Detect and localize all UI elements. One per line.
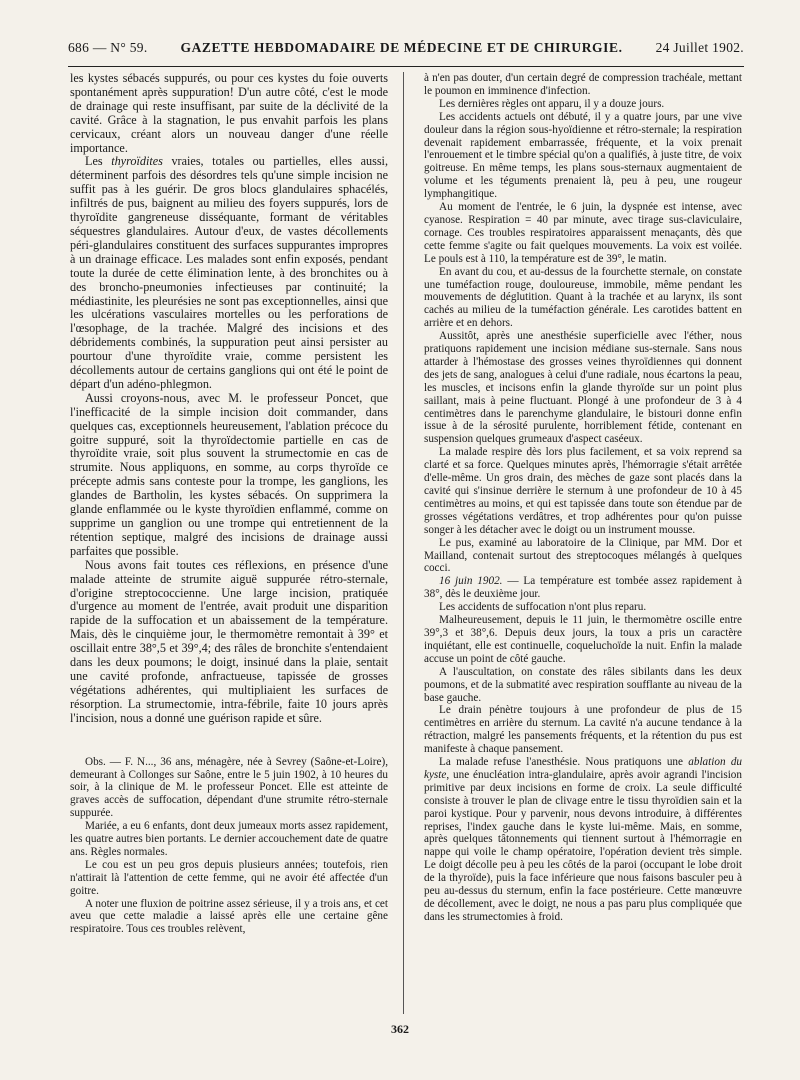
paragraph: Nous avons fait toutes ces réflexions, en présence d'une malade atteinte de strumite aiguë suppurée rétro-sternale, d'origine streptococcienne. Une large incision, pratiquée d'urgence au moment de l'entrée, avait produit une disparition rapide de la suffocation et un abaissement de la température. Mais, dès le cinquième jour, le thermomètre remontait à 39° et oscillait entre 38°,5 et 39°,4; des râles de bronchite s'entendaient dans les deux poumons; le doigt, insinué dans la plaie, sentait une cavité profonde, anfractueuse, tapissée de grosses végétations adhérentes, qui multipliaient les surfaces de résorption. La strumectomie, intra-fébrile, faite 10 jours après l'incision, nous a donné une guérison rapide et sûre. — [70, 557, 388, 725]
observation-paragraph: A l'auscultation, on constate des râles sibilants dans les deux poumons, et de la submatité avec respiration soufflante au niveau de la base gauche. — [424, 665, 742, 704]
left-column — [70, 72, 388, 1014]
observation-paragraph: Malheureusement, depuis le 11 juin, le thermomètre oscille entre 39°,3 et 38°,6. Depuis deux jours, la toux a pris un caractère inquiétant, elle est continuelle, coqueluchoïde la nuit. Enfin la malade accuse un point de côté gauche. — [424, 614, 742, 665]
emphasis: thyroïdites — [111, 154, 163, 169]
header-rule — [68, 66, 744, 67]
paragraph: Aussi croyons-nous, avec M. le professeur Poncet, que l'inefficacité de la simple incision doit commander, dans quelques cas, exceptionnels heureusement, l'ablation précoce du goitre suppuré, soit la thyroïdectomie partielle en cas de thyroïdite vraie, soit plus souvent la strumectomie en cas de strumite. Nous appliquons, en somme, au corps thyroïde ce précepte admis sans conteste pour la trompe, les ganglions, les glandes de Bartholin, les kystes sébacés. On supprimera la glande enflammée ou le kyste thyroïdien enflammé, comme on supprime un ganglion ou une trompe qui entretiennent de la rétention septique, malgré des incisions de drainage aussi parfaites que possible. — [70, 390, 388, 558]
column-divider — [403, 72, 404, 1014]
observation-paragraph: 16 juin 1902. — La température est tombée assez rapidement à 38°, dès le deuxième jour. — [424, 575, 742, 601]
observation-paragraph: Les dernières règles ont apparu, il y a douze jours. — [439, 97, 665, 110]
observation-paragraph: La malade respire dès lors plus facilement, et sa voix reprend sa clarté et sa force. Quelques minutes après, l'hémorragie s'était arrêtée d'elle-même. Un gros drain, des mèches de gaze sont placés dans la cavité qui s'insinue derrière le sternum à une profondeur de 10 à 45 centimètres au moins, et qui est tapissée dans toute son étendue par de grosses végétations verdâtres, et trop adhérentes pour qu'on puisse songer à les détacher avec le doigt ou un instrument mousse. — [424, 446, 742, 536]
date-emphasis: 16 juin 1902. — [439, 575, 503, 588]
page-number: 686 — N° 59. — [68, 40, 148, 55]
issue-date: 24 Juillet 1902. — [655, 40, 744, 55]
observation-paragraph: A noter une fluxion de poitrine assez sérieuse, il y a trois ans, et cet aveu que cette maladie a laissé après elle une certaine gêne respiratoire. Tous ces troubles relèvent, — [70, 897, 388, 936]
observation-paragraph: Mariée, a eu 6 enfants, dont deux jumeaux morts assez rapidement, les quatre autres bien portants. Le dernier accouchement date de quatre ans. Règles normales. — [70, 820, 388, 858]
observation-paragraph: En avant du cou, et au-dessus de la fourchette sternale, on constate une tuméfaction rouge, douloureuse, immobile, même pendant les mouvements de déglutition. Quant à la trachée et au larynx, ils sont cachés au milieu de la tuméfaction générale. Les carotides battent en arrière et en dehors. — [424, 265, 742, 330]
observation-paragraph: Les accidents de suffocation n'ont plus reparu. — [439, 601, 647, 614]
observation-paragraph: Au moment de l'entrée, le 6 juin, la dyspnée est intense, avec cyanose. Respiration = 40 par minute, avec tirage sus-claviculaire, cornage. Ces troubles respiratoires apparaissent menaçants, dès que cette femme s'agite ou fait quelques mouvements. La voix est voilée. Le pouls est à 110, la température est de 39°, le matin. — [424, 201, 742, 265]
observation-paragraph: à n'en pas douter, d'un certain degré de compression trachéale, mettant le poumon en imminence d'infection. — [424, 72, 742, 97]
observation-paragraph: Le drain pénètre toujours à une profondeur de plus de 15 centimètres en arrière du sternum. La cavité n'a aucune tendance à la rétraction, malgré les pansements fréquents, et la rétention du pus est manifeste à chaque pansement. — [424, 704, 742, 756]
folio-number: 362 — [391, 1022, 409, 1036]
journal-title: GAZETTE HEBDOMADAIRE DE MÉDECINE ET DE CHIRURGIE. — [180, 40, 623, 55]
observation-paragraph: La malade refuse l'anesthésie. Nous pratiquons une ablation du kyste, une énucléation intra-glandulaire, après avoir agrandi l'incision primitive par deux incisions en forme de croix. La seule difficulté consiste à trouver le plan de clivage entre le tissu thyroïdien sain et la paroi kystique. Pour y parvenir, nous devons introduire, à différentes reprises, l'index gauche dans le kyste lui-même. Mais, en somme, après quelques tâtonnements qui tiennent surtout à l'hémorragie en nappe qui voile le champ opératoire, l'opération devient très simple. Le doigt décolle peu à peu les côtés de la paroi (occupant le lobe droit de la thyroïde), puis la face inférieure que nous faisons basculer peu à peu au-dessus du sternum, enfin la face postérieure. Cette manœuvre de décollement, avec le doigt, ne nous a pas paru plus compliquée que dans les strumectomies à froid. — [424, 756, 742, 923]
running-header — [68, 40, 744, 62]
observation-paragraph: Obs. — F. N..., 36 ans, ménagère, née à Sevrey (Saône-et-Loire), demeurant à Collonges sur Saône, entre le 5 juin 1902, à 10 heures du soir, à la clinique de M. le professeur Poncet. Elle est atteinte de graves accès de suffocation, dépendant d'une strumite rétro-sternale suppurée. — [70, 755, 388, 820]
emphasis: ablation du kyste — [424, 756, 742, 781]
paragraph: Les thyroïdites vraies, totales ou partielles, elles aussi, déterminent parfois des désordres tels qu'une simple incision ne suffit pas à les guérir. De gros blocs glandulaires sphacélés, infiltrés de pus, baignent au milieu des foyers suppurés, lors de thyroïdite gangreneuse disséquante, formant de véritables séquestres glandulaires. Autour d'eux, de vastes décollements péri-glandulaires constituent des surfaces suppurantes impropres à un drainage efficace. Les malades sont enfin exposés, pendant toute la durée de cette élimination lente, à des bronchites ou à des broncho-pneumonies infectieuses par continuité; la médiastinite, les pleurésies ne sont pas exceptionnelles, ainsi que les ulcérations vasculaires mortelles ou les perforations de l'œsophage, de la trachée. Malgré des incisions et des débridements combinés, la suppuration peut ainsi persister au pourtour d'une thyroïdite vraie, comme persistent les décollements autour de certains ganglions qui ont été le point de départ d'un adéno-phlegmon. — [70, 154, 388, 391]
observation-paragraph: Aussitôt, après une anesthésie superficielle avec l'éther, nous pratiquons rapidement une incision médiane sus-sternale. Sans nous attarder à l'hémostase des grosses veines thyroïdiennes qui donnent des jets de sang, analogues à celui d'une radiale, nous écartons la peau, les muscles, et incisons enfin la glande thyroïde sur un point plus saillant, mais à peine fluctuant. Plongé à une profondeur de 3 à 4 centimètres dans le parenchyme glandulaire, le bistouri donne enfin issue à de la sérosité purulente, horriblement fétide, contenant en suspension quelques grumeaux d'aspect caséeux. — [424, 330, 742, 446]
paragraph: les kystes sébacés suppurés, ou pour ces kystes du foie ouverts spontanément après suppuration! D'un autre côté, c'est le mode de drainage qui reste insuffisant, par suite de la déclivité de la cavité. Grâce à la stagnation, le pus envahit parfois les plans cervicaux, créant alors un nouveau danger d'une réelle importance. — [70, 72, 388, 155]
observation-paragraph: Le cou est un peu gros depuis plusieurs années; toutefois, rien n'attirait là l'attention de cette femme, qui ne avoir été affectée d'un goitre. — [70, 858, 388, 897]
right-column — [424, 72, 742, 1014]
observation-paragraph: Les accidents actuels ont débuté, il y a quatre jours, par une vive douleur dans la région sous-hyoïdienne et rétro-sternale; la respiration devenait rapidement embarrassée, fréquente, et la voix prenait l'enrouement et le timbre spécial qu'on a qualifiés, à juste titre, de voix goitreuse. En même temps, les plans sous-sternaux augmentaient de volume et les téguments prenaient là, peu à peu, une rougeur lymphangitique. — [424, 110, 742, 201]
observation-paragraph: Le pus, examiné au laboratoire de la Clinique, par MM. Dor et Mailland, contenait surtout des streptocoques mélangés à quelques cocci. — [424, 536, 742, 575]
